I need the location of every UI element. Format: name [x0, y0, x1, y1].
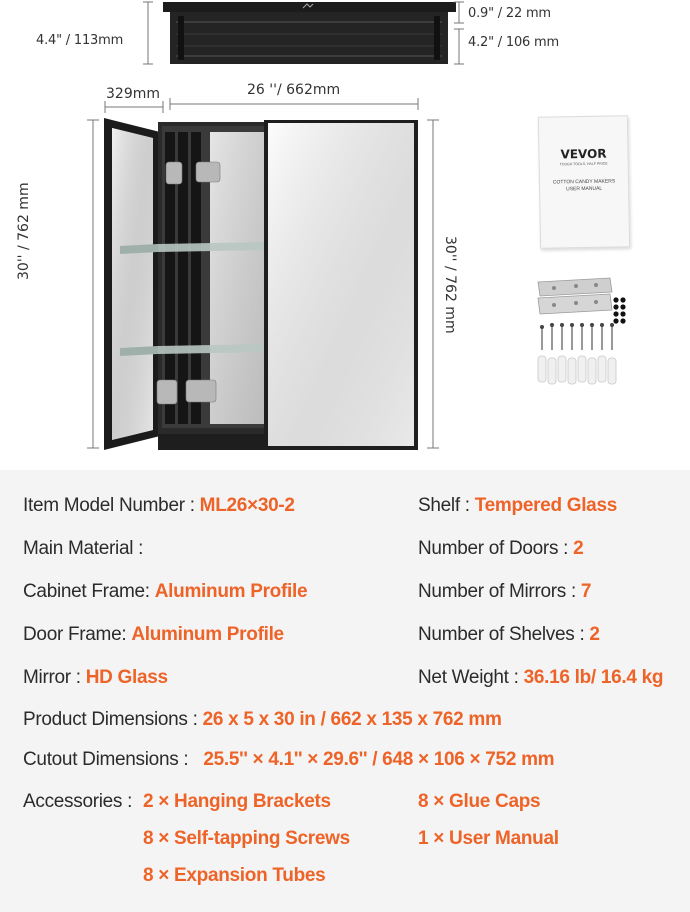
accessory-item: 8 × Glue Caps — [418, 791, 541, 812]
spec-cutout-dimensions-value: 25.5'' × 4.1'' × 29.6'' / 648 × 106 × 752 mm — [203, 749, 555, 770]
specifications-panel — [0, 470, 690, 912]
door-swing-label: 329mm — [106, 86, 160, 102]
depth-total-label: 4.4" / 113mm — [36, 33, 124, 48]
spec-door-frame: Door Frame: Aluminum Profile — [23, 624, 284, 645]
spec-shelf: Shelf : Tempered Glass — [418, 495, 617, 516]
accessory-item: 2 × Hanging Brackets — [143, 791, 331, 812]
manual-brand: VEVOR — [560, 146, 607, 162]
spec-model: Item Model Number : ML26×30-2 — [23, 495, 295, 516]
spec-weight: Net Weight : 36.16 lb/ 16.4 kg — [418, 667, 664, 688]
spec-cabinet-frame-value: Aluminum Profile — [154, 581, 308, 602]
accessory-item: 8 × Self-tapping Screws — [143, 828, 350, 849]
height-right-label: 30'' / 762 mm — [442, 236, 458, 334]
user-manual-image — [538, 115, 630, 249]
accessory-item: 8 × Expansion Tubes — [143, 865, 326, 886]
manual-title-line1: COTTON CANDY MAKERS — [552, 178, 616, 186]
width-label: 26 ''/ 662mm — [247, 82, 341, 98]
spec-product-dimensions: Product Dimensions : 26 x 5 x 30 in / 662 x 135 x 762 mm — [23, 709, 502, 730]
spec-mirrors-value: 7 — [580, 581, 592, 602]
spec-mirrors: Number of Mirrors : 7 — [418, 581, 592, 602]
spec-cutout-dimensions: Cutout Dimensions : 25.5'' × 4.1'' × 29.6'' / 648 × 106 × 752 mm — [23, 749, 555, 770]
spec-doors-value: 2 — [573, 538, 584, 559]
spec-product-dimensions-value: 26 x 5 x 30 in / 662 x 135 x 762 mm — [202, 709, 502, 730]
height-left-label: 30'' / 762 mm — [16, 182, 32, 280]
spec-shelves-value: 2 — [589, 624, 600, 645]
spec-shelves: Number of Shelves : 2 — [418, 624, 600, 645]
cabinet-front-drawing — [0, 80, 500, 465]
spec-model-value: ML26×30-2 — [199, 495, 295, 516]
spec-mirror-value: HD Glass — [85, 667, 168, 688]
spec-accessories-label: Accessories : — [23, 791, 133, 812]
accessory-item: 1 × User Manual — [418, 828, 559, 849]
hardware-accessories-image — [520, 270, 650, 400]
spec-weight-value: 36.16 lb/ 16.4 kg — [523, 667, 664, 688]
frame-depth-label: 0.9" / 22 mm — [468, 6, 551, 21]
spec-main-material: Main Material : — [23, 538, 144, 559]
spec-doors: Number of Doors : 2 — [418, 538, 584, 559]
box-depth-label: 4.2" / 106 mm — [468, 35, 559, 50]
spec-shelf-value: Tempered Glass — [474, 495, 617, 516]
manual-tagline: TOUGH TOOLS, HALF PRICE — [559, 161, 608, 167]
spec-mirror: Mirror : HD Glass — [23, 667, 168, 688]
spec-door-frame-value: Aluminum Profile — [131, 624, 284, 645]
spec-cabinet-frame: Cabinet Frame: Aluminum Profile — [23, 581, 308, 602]
manual-title-line2: USER MANUAL — [566, 185, 603, 193]
